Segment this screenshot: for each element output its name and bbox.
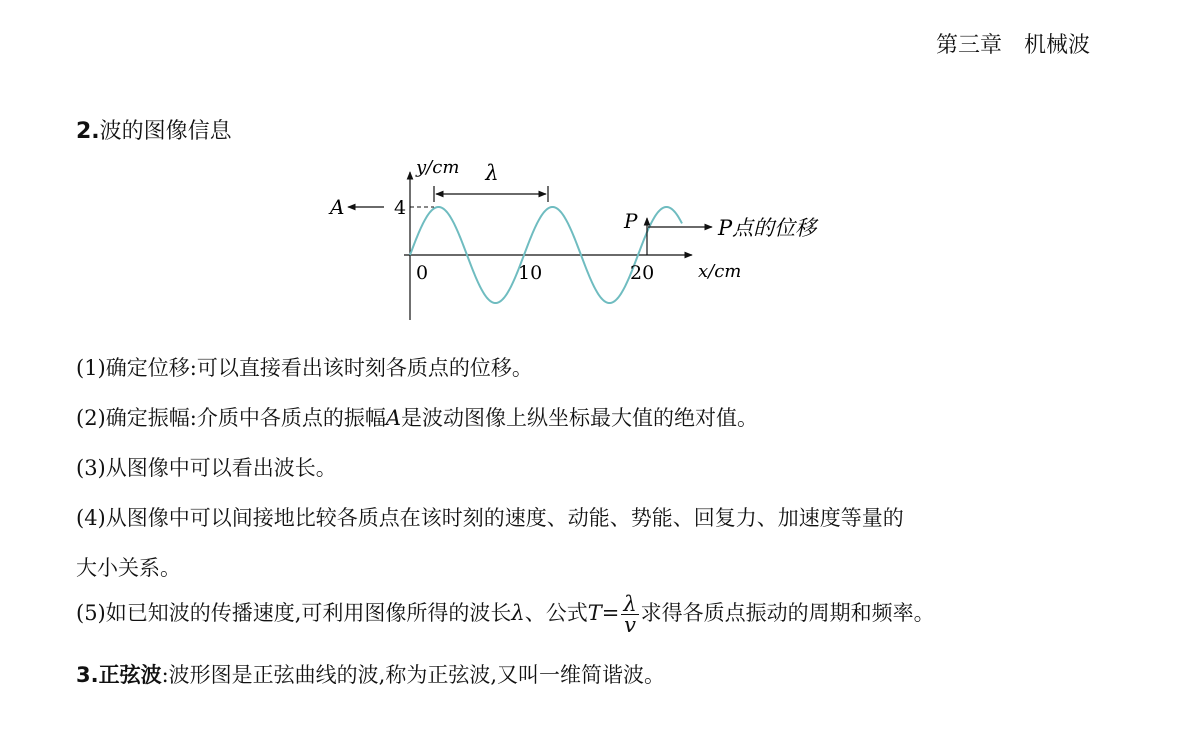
item-5-a: (5)如已知波的传播速度,可利用图像所得的波长 <box>76 601 512 625</box>
chapter-header: 第三章 机械波 <box>936 33 1091 58</box>
section-2-title <box>76 114 232 145</box>
section-2-text: 波的图像信息 <box>99 119 232 144</box>
point-p-label: P <box>624 209 638 233</box>
fraction-denominator: v <box>624 613 636 637</box>
item-3: (3)从图像中可以看出波长。 <box>76 456 337 480</box>
item-5 <box>76 594 935 635</box>
item-5-period-symbol: T <box>587 601 602 625</box>
item-5-lambda: λ <box>511 601 525 625</box>
item-4-line-2: 大小关系。 <box>76 556 181 580</box>
item-4-line-1: (4)从图像中可以间接地比较各质点在该时刻的速度、动能、势能、回复力、加速度等量的 <box>76 506 904 530</box>
item-5-fraction <box>621 594 638 635</box>
x-tick-10: 10 <box>518 262 543 284</box>
y-tick-4: 4 <box>394 197 407 219</box>
item-5-c: 、公式 <box>524 601 588 625</box>
item-5-f: 求得各质点振动的周期和频率。 <box>640 601 935 625</box>
item-1: (1)确定位移:可以直接看出该时刻各质点的位移。 <box>76 356 533 380</box>
fraction-numerator: λ <box>623 592 637 616</box>
section-3-number: 3. <box>76 663 99 687</box>
y-axis-label: y/cm <box>416 157 460 178</box>
item-5-equals: = <box>601 601 620 625</box>
amplitude-label: A <box>330 195 345 219</box>
section-3-label: 正弦波 <box>98 663 162 687</box>
item-2-c: 是波动图像上纵坐标最大值的绝对值。 <box>401 406 758 430</box>
wave-graph <box>320 150 860 325</box>
x-tick-20: 20 <box>630 262 655 284</box>
section-2-number: 2. <box>76 119 100 144</box>
item-2 <box>76 403 758 433</box>
x-tick-0: 0 <box>416 262 429 284</box>
wavelength-label: λ <box>485 161 499 185</box>
point-p-annotation <box>717 216 819 240</box>
x-axis-label: x/cm <box>698 261 742 282</box>
point-p-annotation-text: P点的位移 <box>718 216 817 240</box>
item-2-amplitude-symbol: A <box>385 406 401 430</box>
section-3 <box>76 660 665 690</box>
item-2-a: (2)确定振幅:介质中各质点的振幅 <box>76 406 386 430</box>
section-3-text: :波形图是正弦曲线的波,称为正弦波,又叫一维简谐波。 <box>161 663 666 687</box>
